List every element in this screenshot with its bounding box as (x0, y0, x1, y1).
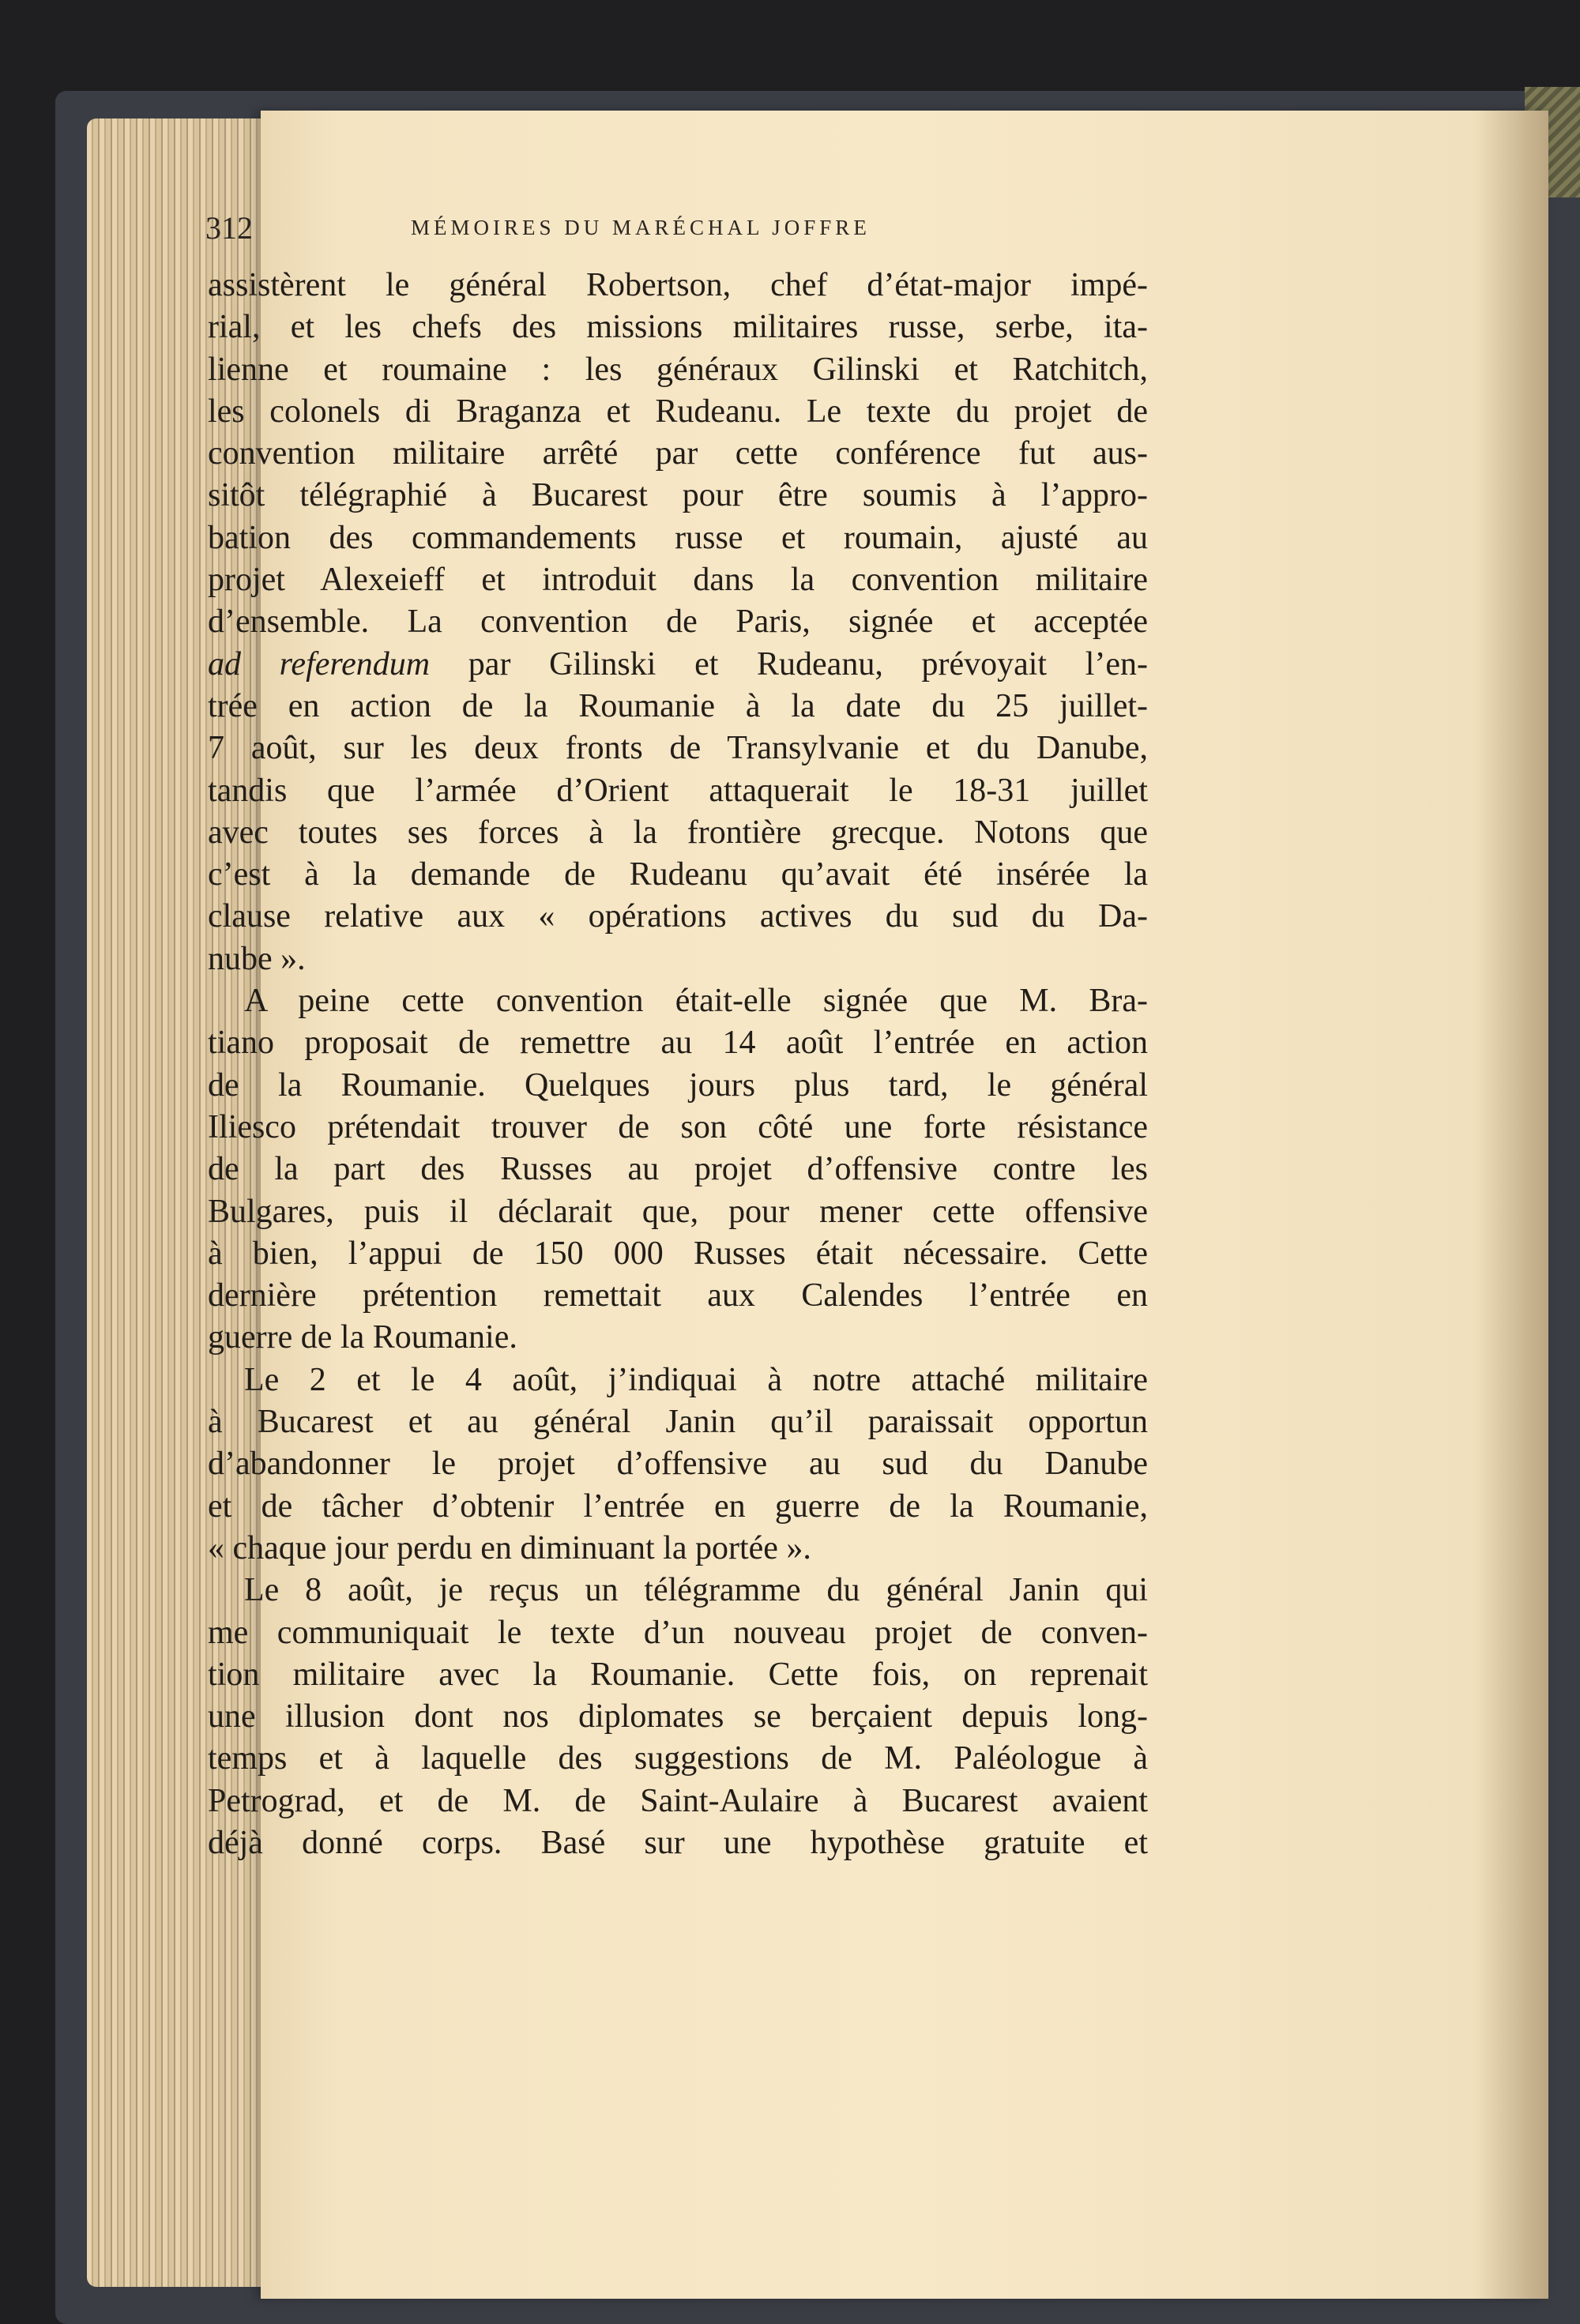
text-line (208, 433, 1148, 475)
line-text: me communiquait le texte d’un nouveau projet de conven- (208, 1614, 1148, 1651)
text-line (208, 644, 1148, 686)
running-head (205, 209, 1232, 257)
text-line (208, 1191, 1148, 1233)
text-line (208, 770, 1148, 812)
line-text: temps et à laquelle des suggestions de M. Paléologue à (208, 1740, 1148, 1777)
line-text: c’est à la demande de Rudeanu qu’avait été insérée la (208, 856, 1148, 893)
text-line (208, 349, 1148, 391)
line-text: bation des commandements russe et roumain, ajusté au (208, 519, 1148, 556)
text-line (208, 1359, 1148, 1401)
text-line (208, 980, 1148, 1022)
line-text: une illusion dont nos diplomates se berçaient depuis long- (208, 1698, 1148, 1735)
line-text: guerre de la Roumanie. (208, 1319, 517, 1356)
line-text: Bulgares, puis il déclarait que, pour mener cette offensive (208, 1193, 1148, 1230)
line-text: d’ensemble. La convention de Paris, signée et acceptée (208, 604, 1148, 641)
line-text: de la part des Russes au projet d’offensive contre les (208, 1151, 1148, 1188)
line-text: avec toutes ses forces à la frontière grecque. Notons que (208, 814, 1148, 851)
line-text: Le 2 et le 4 août, j’indiquai à notre attaché militaire (244, 1361, 1148, 1398)
page-gutter-shadow (1477, 111, 1548, 2299)
line-text: rial, et les chefs des missions militaires russe, serbe, ita- (208, 309, 1148, 346)
line-text: à bien, l’appui de 150 000 Russes était nécessaire. Cette (208, 1235, 1148, 1272)
line-text: et de tâcher d’obtenir l’entrée en guerre de la Roumanie, (208, 1487, 1148, 1525)
text-line (208, 1401, 1148, 1443)
text-line (208, 1275, 1148, 1317)
text-line (208, 896, 1148, 938)
text-line (208, 1696, 1148, 1738)
line-text: Iliesco prétendait trouver de son côté une forte résistance (208, 1108, 1148, 1145)
text-line (208, 728, 1148, 769)
text-line (208, 265, 1148, 306)
line-text: clause relative aux « opérations actives du sud du Da- (208, 898, 1148, 935)
line-text: A peine cette convention était-elle signée que M. Bra- (244, 983, 1148, 1020)
line-text: tiano proposait de remettre au 14 août l’entrée en action (208, 1025, 1148, 1062)
line-text: convention militaire arrêté par cette conférence fut aus- (208, 435, 1148, 472)
text-line (208, 517, 1148, 559)
text-line (208, 1149, 1148, 1190)
text-line (208, 475, 1148, 517)
line-text: tandis que l’armée d’Orient attaquerait le 18-31 juillet (208, 772, 1148, 809)
line-text: d’abandonner le projet d’offensive au sud du Danube (208, 1446, 1148, 1483)
line-text: Le 8 août, je reçus un télégramme du général Janin qui (244, 1572, 1148, 1609)
running-head-title: MÉMOIRES DU MARÉCHAL JOFFRE (411, 216, 871, 239)
text-line (208, 1443, 1148, 1485)
line-text: les colonels di Braganza et Rudeanu. Le texte du projet de (208, 393, 1148, 430)
text-line (208, 601, 1148, 643)
text-line (208, 1233, 1148, 1275)
text-line (208, 391, 1148, 433)
text-line (208, 1822, 1148, 1864)
line-text: trée en action de la Roumanie à la date du 25 juillet- (208, 687, 1148, 724)
text-line (208, 1065, 1148, 1107)
italic-phrase: ad referendum (208, 645, 431, 683)
body-text (208, 265, 1148, 1864)
line-text: à Bucarest et au général Janin qu’il paraissait opportun (208, 1404, 1148, 1441)
text-line (208, 1528, 1148, 1570)
text-line (208, 559, 1148, 601)
text-line (208, 306, 1148, 348)
line-text: sitôt télégraphié à Bucarest pour être soumis à l’appro- (208, 477, 1148, 514)
line-text: « chaque jour perdu en diminuant la portée ». (208, 1529, 811, 1566)
text-line (208, 1486, 1148, 1528)
text-line (208, 812, 1148, 854)
text-line (208, 1107, 1148, 1149)
line-text: de la Roumanie. Quelques jours plus tard, le général (208, 1066, 1148, 1104)
text-line (208, 854, 1148, 896)
text-line (208, 938, 1148, 980)
page-number: 312 (205, 210, 253, 246)
text-line (208, 1570, 1148, 1611)
text-line (208, 1317, 1148, 1359)
line-text: déjà donné corps. Basé sur une hypothèse gratuite et (208, 1824, 1148, 1861)
text-line (208, 1738, 1148, 1780)
line-text: 7 août, sur les deux fronts de Transylvanie et du Danube, (208, 730, 1148, 767)
text-line (208, 1022, 1148, 1064)
line-text: lienne et roumaine : les généraux Gilinski et Ratchitch, (208, 351, 1148, 388)
line-text: projet Alexeieff et introduit dans la convention militaire (208, 562, 1148, 599)
line-text: Petrograd, et de M. de Saint-Aulaire à Bucarest avaient (208, 1782, 1148, 1819)
line-text: tion militaire avec la Roumanie. Cette fois, on reprenait (208, 1656, 1148, 1693)
line-text: par Gilinski et Rudeanu, prévoyait l’en- (430, 645, 1148, 683)
line-text: assistèrent le général Robertson, chef d’état-major impé- (208, 267, 1148, 303)
text-line (208, 1612, 1148, 1654)
text-line (208, 1781, 1148, 1822)
text-line (208, 1654, 1148, 1696)
line-text: dernière prétention remettait aux Calendes l’entrée en (208, 1277, 1148, 1314)
text-line (208, 686, 1148, 728)
line-text: nube ». (208, 940, 306, 977)
